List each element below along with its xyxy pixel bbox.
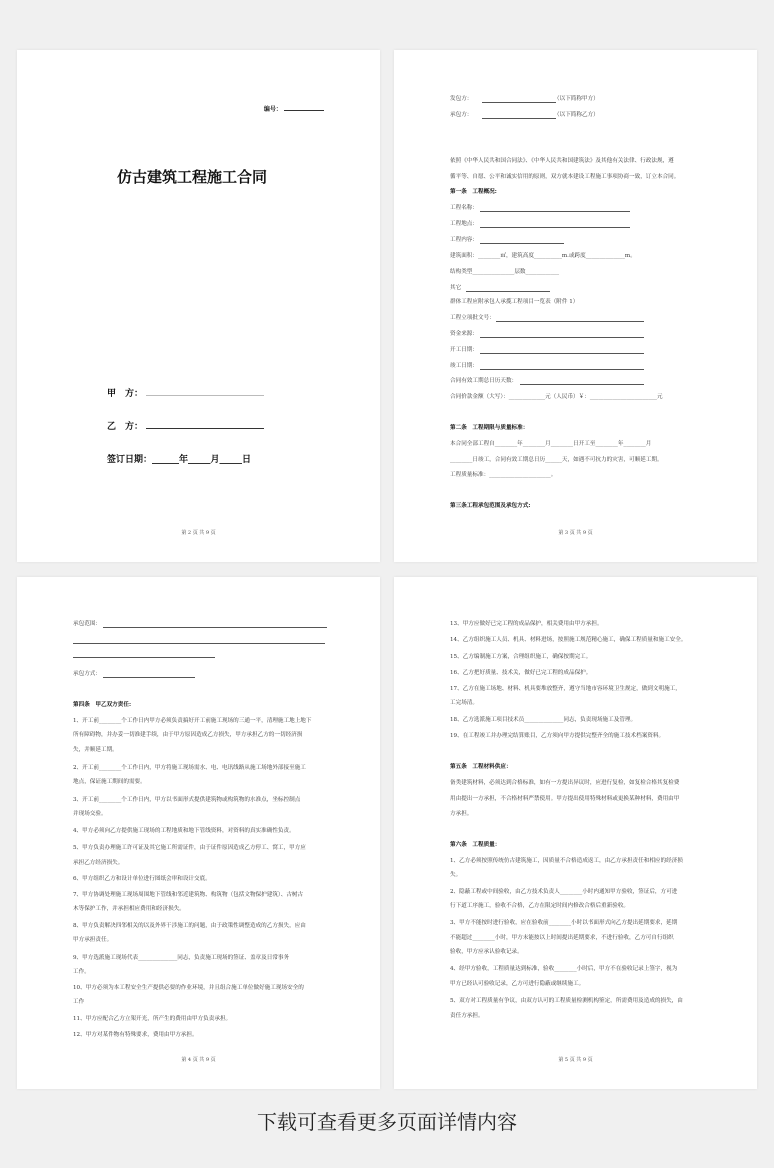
fill-in-blank-line xyxy=(73,657,215,658)
contract-text-line: 4、经甲方验收，工程质量达到标准，验收________小时后，甲方不在验收记录上签字，视为 xyxy=(450,966,678,972)
sign-date-field: 签订日期：______年_____月_____日 xyxy=(107,455,252,465)
contract-text-line: 工作 xyxy=(73,999,85,1005)
contract-text-line: 木等保护工作，并承担相应费用和经济损失。 xyxy=(73,906,185,912)
contract-text-line: 依照《中华人民共和国合同法》、《中华人民共和国建筑法》及其他有关法律、行政法规，遵 xyxy=(450,158,674,164)
clause-heading: 第一条 工程概况: xyxy=(450,189,497,195)
contract-text-line: 11、甲方应配合乙方立架开光，所产生的费用由甲方负责承担。 xyxy=(73,1016,232,1022)
download-caption: 下载可查看更多页面详情内容 xyxy=(257,1110,517,1134)
contract-text-line: 并现场交验。 xyxy=(73,811,107,817)
contract-text-line: 合同有效工期总日历天数： xyxy=(450,378,518,384)
page-footer: 第 3 页 共 9 页 xyxy=(558,530,593,536)
fill-in-blank-line xyxy=(480,211,630,212)
contract-text-line: 甲方已经认可验收记录，乙方可进行隐蔽或继续施工。 xyxy=(450,981,585,987)
contract-text-line: 工程地点： xyxy=(450,221,478,227)
contract-text-line: 工程内容： xyxy=(450,237,478,243)
contract-number-label: 编号： xyxy=(263,106,282,113)
contract-page-3 xyxy=(394,50,757,562)
contract-text-line: 4、甲方必须向乙方提供施工现场的工程地质和地下管线资料，对资料的真实准确性负责。 xyxy=(73,828,295,834)
page-footer: 第 5 页 共 9 页 xyxy=(558,1057,593,1063)
contract-text-line: 15、乙方编制施工方案，合理组织施工，确保按期完工。 xyxy=(450,654,592,660)
contract-text-line: 建筑面积：________㎡，建筑高度__________m.或跨度______________m。 xyxy=(450,253,636,259)
contract-text-line: （以下简称甲方） xyxy=(554,96,599,102)
contract-text-line: 工作。 xyxy=(73,969,90,975)
contract-page-5 xyxy=(394,577,757,1089)
contract-text-line: 失。 xyxy=(450,872,462,878)
contract-text-line: 8、甲方负责解决四邻相关的以及外界干涉施工的问题，由于政策性调整造成的乙方损失，应由 xyxy=(73,923,306,929)
contract-text-line: 承包范围： xyxy=(73,621,101,627)
contract-text-line: 承包方： xyxy=(450,112,473,118)
fill-in-blank-line xyxy=(480,353,644,354)
contract-text-line: 13、甲方应做好已完工程的成品保护，相关费用由甲方承担。 xyxy=(450,621,603,627)
contract-text-line: ________日竣工，合同有效工期总日历______天，如遇不可抗力的灾害，可顺延工期。 xyxy=(450,457,663,463)
contract-text-line: 所有障碍物，并办妥一切准建手续，由于甲方原因造成乙方损失，甲方承担乙方的一切经济损 xyxy=(73,732,303,738)
fill-in-blank-line xyxy=(73,643,325,644)
contract-text-line: 甲方承担责任。 xyxy=(73,937,113,943)
fill-in-blank-line xyxy=(480,369,644,370)
party-b-label: 乙 方： xyxy=(107,422,144,432)
contract-text-line: 工程立项批文号： xyxy=(450,315,495,321)
contract-text-line: 群体工程应附承包人承揽工程项目一览表（附件 1） xyxy=(450,299,579,305)
contract-text-line: 18、乙方选派施工项目技术员______________同志，负责现场施工及管理。 xyxy=(450,717,637,723)
fill-in-blank-line xyxy=(103,677,195,678)
clause-heading: 第五条 工程材料供应： xyxy=(450,764,512,770)
contract-text-line: 结构类型_______________层数____________ xyxy=(450,269,560,275)
contract-cover-page xyxy=(17,50,380,562)
contract-text-line: 2、隐蔽工程或中间验收，由乙方技术负责人________小时内通知甲方验收，签证后，方可进 xyxy=(450,889,678,895)
contract-text-line: 其它 xyxy=(450,285,462,291)
contract-text-line: 地点，保证施工期间的需要。 xyxy=(73,779,146,785)
fill-in-blank-line xyxy=(480,243,564,244)
contract-text-line: 资金来源： xyxy=(450,331,478,337)
contract-text-line: 竣工日期： xyxy=(450,363,478,369)
contract-text-line: 工完场清。 xyxy=(450,700,478,706)
clause-heading: 第二条 工程期限与质量标准： xyxy=(450,425,529,431)
contract-text-line: 承包方式： xyxy=(73,671,101,677)
contract-text-line: 14、乙方组织施工人员、机具、材料进场，按照施工规范精心施工，确保工程质量和施工安全。 xyxy=(450,637,687,643)
contract-text-line: 发包方： xyxy=(450,96,473,102)
contract-number-field xyxy=(264,104,324,113)
party-a-field xyxy=(107,386,264,399)
contract-text-line: 用由提出一方承担，不合格材料严禁使用。甲方提出使用特殊材料或更换某种材料，费用由甲 xyxy=(450,796,680,802)
contract-text-line: 17、乙方在施工场地、材料、机具要堆放整齐，遵守当地市容环境卫生规定，做到文明施工， xyxy=(450,686,681,692)
fill-in-blank-line xyxy=(496,321,644,322)
contract-text-line: 16、乙方把好质量、技术关，做好已完工程的成品保护。 xyxy=(450,670,592,676)
fill-in-blank-line xyxy=(482,102,556,103)
contract-text-line: 失，并顺延工期。 xyxy=(73,747,118,753)
contract-text-line: 1、开工前________个工作日内甲方必须负责搞好开工前施工现场的三通一平，清理施工地上地下 xyxy=(73,718,312,724)
contract-text-line: 2、开工前________个工作日内，甲方将施工现场需水、电、电讯线路从施工场地外部接至施工 xyxy=(73,765,306,771)
page-footer: 第 4 页 共 9 页 xyxy=(181,1057,216,1063)
party-a-label: 甲 方： xyxy=(107,389,144,399)
contract-text-line: 不能超过________小时，甲方未能按以上时间提出延期要求，不进行验收，乙方可自行组织 xyxy=(450,935,674,941)
contract-text-line: 方承担。 xyxy=(450,811,473,817)
contract-text-line: 5、双方对工程质量有争议，由双方认可的工程质量检测机构鉴定，所需费用及造成的损失，由 xyxy=(450,998,683,1004)
contract-text-line: 7、甲方协调处理施工现场周围地下管线和邻近建筑物、构筑物（包括文物保护建筑）、古树古 xyxy=(73,892,304,898)
contract-text-line: 6、甲方组织乙方和设计单位进行图纸会审和设计交底。 xyxy=(73,876,211,882)
clause-heading: 第三条工程承包范围及承包方式: xyxy=(450,503,531,509)
fill-in-blank-line xyxy=(520,384,644,385)
party-b-field xyxy=(107,419,264,432)
page-footer: 第 2 页 共 9 页 xyxy=(181,530,216,536)
contract-text-line: 10、甲方必须为本工程安全生产提供必要的作业环境，并且组合施工单位做好施工现场安全的 xyxy=(73,985,304,991)
fill-in-blank-line xyxy=(480,227,630,228)
contract-text-line: 合同价款金额（大写）：_____________元（人民币）￥：________________________元 xyxy=(450,394,663,400)
contract-text-line: 12、甲方对某件物有特殊要求，费用由甲方承担。 xyxy=(73,1032,198,1038)
contract-title: 仿古建筑工程施工合同 xyxy=(117,168,268,186)
contract-text-line: 5、甲方负责办理施工许可证及其它施工所需证件，由于证件原因造成乙方停工、窝工，甲方应 xyxy=(73,845,306,851)
fill-in-blank-line xyxy=(480,337,644,338)
contract-text-line: 1、乙方必须按照传统仿古建筑施工，因质量不合格造成返工，由乙方承担责任和相应的经济损 xyxy=(450,858,683,864)
contract-text-line: 开工日期： xyxy=(450,347,478,353)
contract-text-line: 责任方承担。 xyxy=(450,1013,484,1019)
contract-text-line: 循平等、自愿、公平和诚实信用的原则，双方就本建设工程施工事项协商一致，订立本合同。 xyxy=(450,174,680,180)
contract-text-line: 承担乙方经济损失。 xyxy=(73,860,124,866)
fill-in-blank-line xyxy=(482,118,556,119)
clause-heading: 第四条 甲乙双方责任: xyxy=(73,702,132,708)
contract-text-line: 3、开工前________个工作日内，甲方以书面形式提供建筑物或构筑物的水准点，坐标控制点 xyxy=(73,797,301,803)
contract-text-line: （以下简称乙方） xyxy=(554,112,599,118)
clause-heading: 第六条 工程质量： xyxy=(450,842,501,848)
contract-text-line: 行下道工序施工，验收不合格，乙方在限定时间内修改合格后重新验收。 xyxy=(450,903,630,909)
fill-in-blank-line xyxy=(103,627,327,628)
contract-text-line: 9、甲方选派施工现场代表______________同志，负责施工现场的签证、盖章及日常事务 xyxy=(73,955,290,961)
contract-page-4 xyxy=(17,577,380,1089)
fill-in-blank-line xyxy=(466,291,550,292)
contract-text-line: 工程质量标准：______________________。 xyxy=(450,472,557,478)
contract-text-line: 19、在工程竣工并办理完结算账目，乙方须向甲方提供完整齐全的施工技术档案资料。 xyxy=(450,733,665,739)
contract-text-line: 备类建筑材料，必须达到合格标准，如有一方提出异议时，应进行复检，如复检合格其复检费 xyxy=(450,780,680,786)
contract-text-line: 验收，甲方应承认验收记录。 xyxy=(450,949,523,955)
contract-text-line: 3、甲方不能按时进行验收，应在验收前________小时以书面形式向乙方提出延期要求，延期 xyxy=(450,920,678,926)
contract-text-line: 工程名称： xyxy=(450,205,478,211)
contract-text-line: 本合同全部工程自________年________月________日开工至________年________月 xyxy=(450,441,652,447)
